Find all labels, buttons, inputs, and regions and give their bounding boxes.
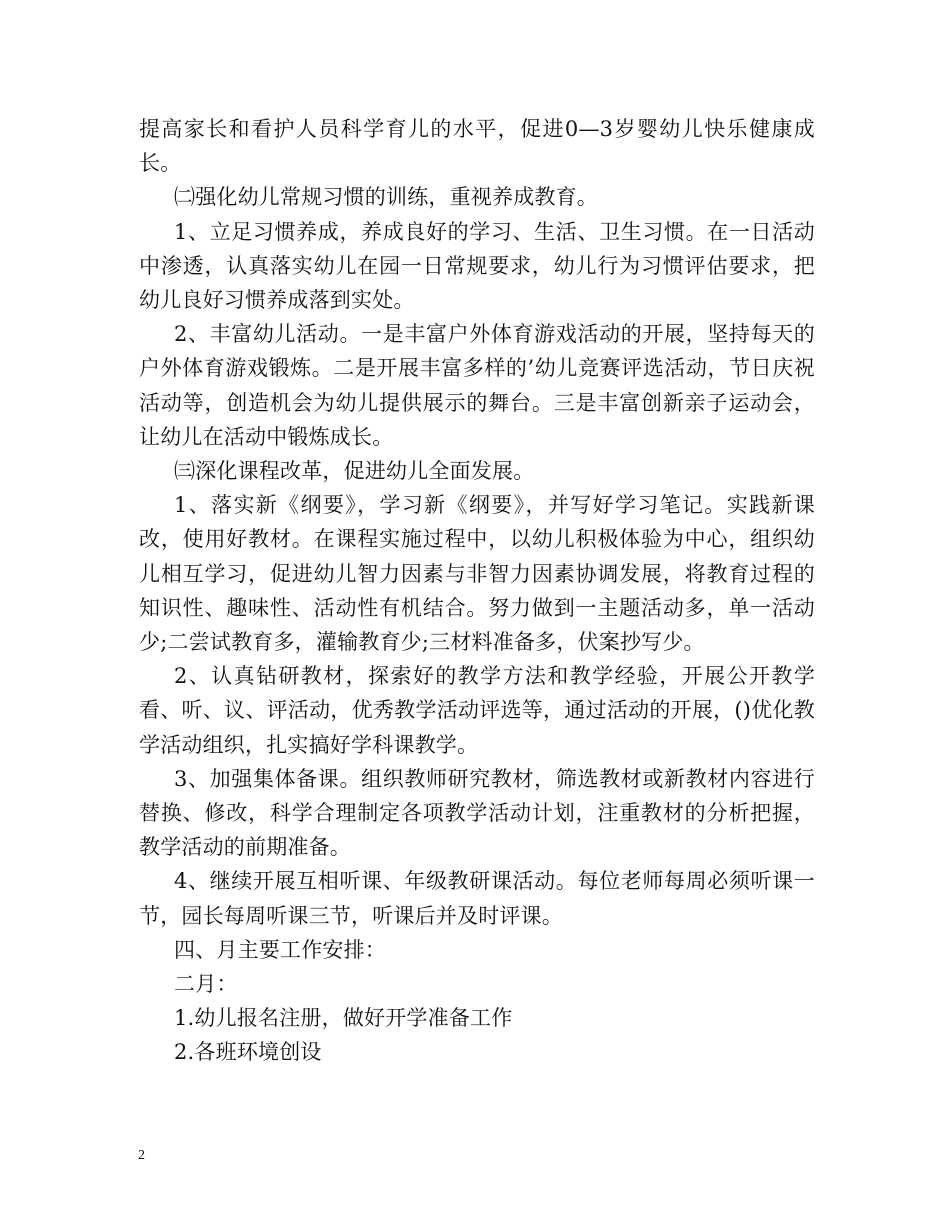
paragraph-lesson-prep: 3、加强集体备课。组织教师研究教材，筛选教材或新教材内容进行替换、修改，科学合理制定各项教学活动计划，注重教材的分析把握，教学活动的前期准备。 <box>139 766 815 860</box>
paragraph-curriculum: 1、落实新《纲要》，学习新《纲要》，并写好学习笔记。实践新课改，使用好教材。在课程实施过程中，以幼儿积极体验为中心，组织幼儿相互学习，促进幼儿智力因素与非智力因素协调发展，将教育过程的知识性、趣味性、活动性有机结合。努力做到一主题活动多，单一活动少;二尝试教育多，灌输教育少;三材料准备多，伏案抄写少。 <box>139 493 815 655</box>
paragraph-teaching-materials: 2、认真钻研教材，探索好的教学方法和教学经验，开展公开教学看、听、议、评活动，优秀教学活动评选等，通过活动的开展，()优化教学活动组织，扎实搞好学科课教学。 <box>139 664 815 757</box>
paragraph-habits: 1、立足习惯养成，养成良好的学习、生活、卫生习惯。在一日活动中渗透，认真落实幼儿在园一日常规要求，幼儿行为习惯评估要求，把幼儿良好习惯养成落到实处。 <box>139 219 815 313</box>
paragraph-observation: 4、继续开展互相听课、年级教研课活动。每位老师每周必须听课一节，园长每周听课三节，听课后并及时评课。 <box>139 869 815 928</box>
section-heading-4: 四、月主要工作安排： <box>174 937 386 962</box>
document-body <box>139 112 815 1070</box>
paragraph-activities: 2、丰富幼儿活动。一是丰富户外体育游戏活动的开展，坚持每天的户外体育游戏锻炼。二是开展丰富多样的’幼儿竞赛评选活动，节日庆祝活动等，创造机会为幼儿提供展示的舞台。三是丰富创新亲子运动会，让幼儿在活动中锻炼成长。 <box>139 322 815 449</box>
section-heading-3: ㈢深化课程改革，促进幼儿全面发展。 <box>174 459 535 484</box>
list-item: 1.幼儿报名注册，做好开学准备工作 <box>174 1006 513 1031</box>
month-heading: 二月： <box>174 972 238 997</box>
paragraph-continuation: 提高家长和看护人员科学育儿的水平，促进0—3岁婴幼儿快乐健康成长。 <box>139 117 815 176</box>
page-number: 2 <box>138 1148 145 1163</box>
list-item: 2.各班环境创设 <box>174 1040 322 1065</box>
section-heading-2: ㈡强化幼儿常规习惯的训练，重视养成教育。 <box>174 185 598 210</box>
